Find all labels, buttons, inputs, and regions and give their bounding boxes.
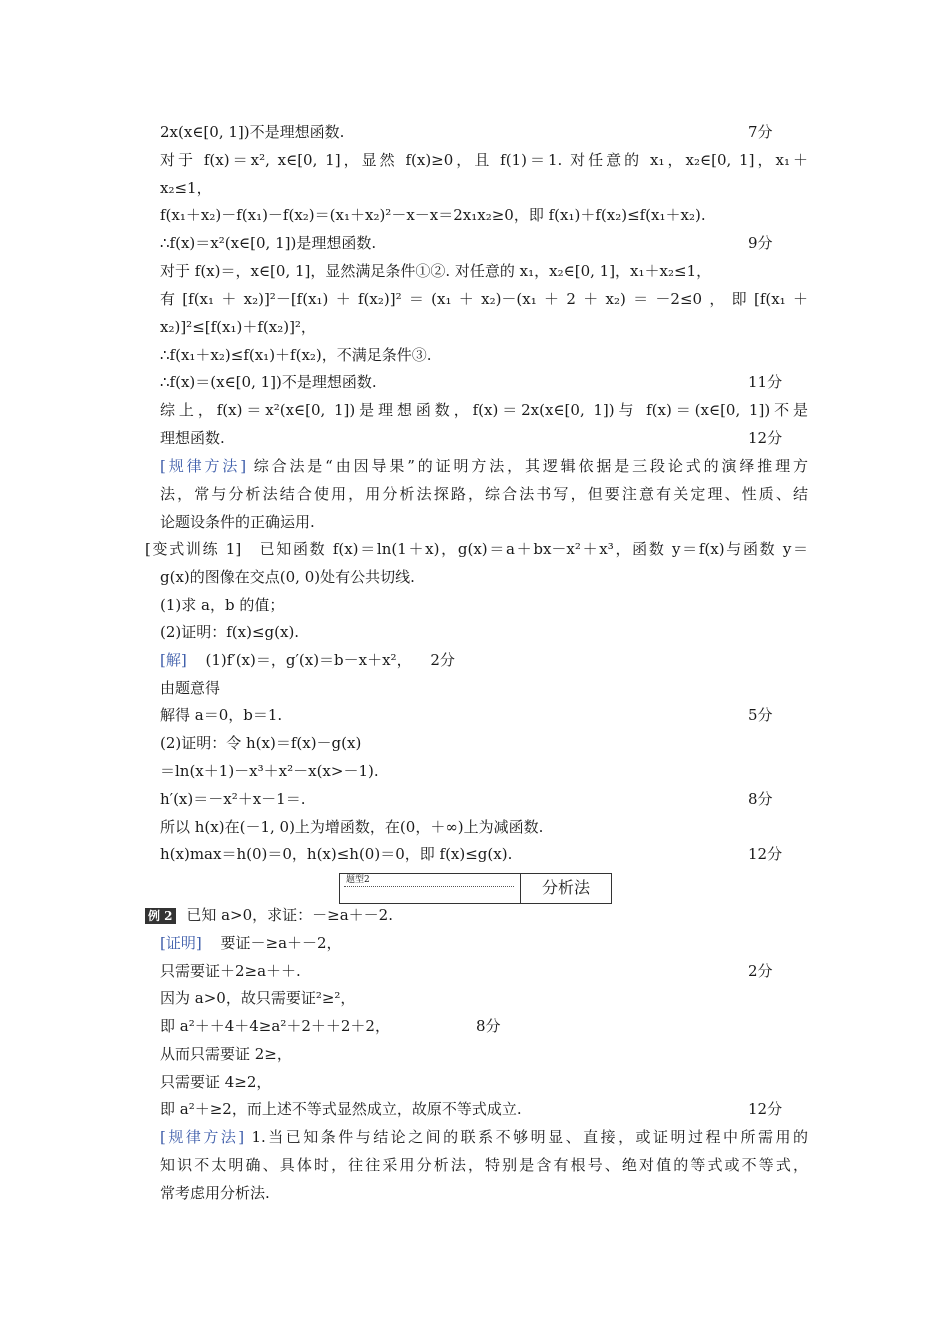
solution-line-7: 所以 h(x)在(－1, 0)上为增函数，在(0，＋∞)上为减函数. xyxy=(160,818,544,836)
section-heading-box xyxy=(339,873,612,904)
solution-line-5: ＝ln(x＋1)－x³＋x²－x(x>－1). xyxy=(160,762,379,780)
solution-line-6: h′(x)＝－x²＋x－1＝. xyxy=(160,790,306,808)
score-12b: 12分 xyxy=(748,845,783,863)
section-label: 题型2 xyxy=(346,875,370,885)
proof-line-9: ∴f(x₁＋x₂)≤f(x₁)＋f(x₂)，不满足条件③. xyxy=(160,346,432,364)
score-12a: 12分 xyxy=(748,429,783,447)
proof-tag: [证明] xyxy=(160,934,202,952)
proof-line-7: 有[f(x₁＋x₂)]²－[f(x₁)＋f(x₂)]²＝(x₁＋x₂)－(x₁＋2＋x₂)＝－2≤0，即[f(x₁＋ xyxy=(160,290,808,308)
score-8a: 8分 xyxy=(748,790,773,808)
proof-step-1 xyxy=(160,932,342,954)
solution-line-8: h(x)max＝h(0)＝0，h(x)≤h(0)＝0，即 f(x)≤g(x). xyxy=(160,845,513,863)
example-2-statement: 已知 a>0，求证：－≥a＋－2. xyxy=(186,906,393,924)
solution-derivative: (1)f′(x)＝，g′(x)＝b－x＋x²， xyxy=(205,651,412,669)
method-1-text-1: 综合法是“由因导果”的证明方法，其逻辑依据是三段论式的演绎推理方 xyxy=(253,457,808,475)
method-2-text-3: 常考虑用分析法. xyxy=(160,1184,270,1202)
proof-line-6: 对于 f(x)＝，x∈[0, 1]，显然满足条件①②. 对任意的 x₁，x₂∈[0, 1]，x₁＋x₂≤1， xyxy=(160,262,712,280)
method-2-text-2: 知识不太明确、具体时，往往采用分析法，特别是含有根号、绝对值的等式或不等式， xyxy=(160,1156,808,1174)
proof-line-8: x₂)]²≤[f(x₁)＋f(x₂)]²， xyxy=(160,318,316,336)
proof-step-4: 即 a²＋＋4＋4≥a²＋2＋＋2＋2， xyxy=(160,1017,390,1035)
method-1-text-3: 论题设条件的正确运用. xyxy=(160,513,315,531)
score-2a: 2分 xyxy=(430,651,455,669)
method-summary-2 xyxy=(160,1126,808,1148)
proof-line-5: ∴f(x)＝x²(x∈[0, 1])是理想函数. xyxy=(160,234,377,252)
score-11: 11分 xyxy=(748,373,783,391)
solution-line-3: 解得 a＝0，b＝1. xyxy=(160,706,283,724)
score-12c: 12分 xyxy=(748,1100,783,1118)
example-2-problem xyxy=(145,904,393,926)
score-5: 5分 xyxy=(748,706,773,724)
proof-step-3: 因为 a>0，故只需要证²≥²， xyxy=(160,989,356,1007)
proof-step-5: 从而只需要证 2≥， xyxy=(160,1045,292,1063)
variant-question-2: (2)证明：f(x)≤g(x). xyxy=(160,623,300,641)
score-2b: 2分 xyxy=(748,962,773,980)
variant-exercise-line-2: g(x)的图像在交点(0, 0)处有公共切线. xyxy=(160,568,415,586)
section-dotted-rule xyxy=(344,886,514,887)
proof-line-12: 理想函数. xyxy=(160,429,225,447)
section-title: 分析法 xyxy=(541,878,590,897)
proof-line-1: 2x(x∈[0, 1])不是理想函数. xyxy=(160,123,345,141)
proof-step-7: 即 a²＋≥2，而上述不等式显然成立，故原不等式成立. xyxy=(160,1100,522,1118)
method-2-text-1: 1.当已知条件与结论之间的联系不够明显、直接，或证明过程中所需用的 xyxy=(251,1128,808,1146)
score-7: 7分 xyxy=(748,123,773,141)
solution-tag: [解] xyxy=(160,651,187,669)
solution-line-2: 由题意得 xyxy=(160,679,221,697)
example-badge: 例 2 xyxy=(145,908,176,924)
solution-line-1 xyxy=(160,649,455,671)
method-1-text-2: 法，常与分析法结合使用，用分析法探路，综合法书写，但要注意有关定理、性质、结 xyxy=(160,485,808,503)
proof-step-6: 只需要证 4≥2， xyxy=(160,1073,272,1091)
score-8b: 8分 xyxy=(476,1017,501,1035)
score-9: 9分 xyxy=(748,234,773,252)
method-tag-1: [规律方法] xyxy=(160,457,247,475)
variant-exercise-title: [变式训练 1] 已知函数 f(x)＝ln(1＋x)，g(x)＝a＋bx－x²＋x³，函数 y＝f(x)与函数 y＝ xyxy=(145,540,808,558)
proof-line-10: ∴f(x)＝(x∈[0, 1])不是理想函数. xyxy=(160,373,377,391)
method-summary-1 xyxy=(160,455,808,477)
proof-line-11: 综上，f(x)＝x²(x∈[0, 1])是理想函数，f(x)＝2x(x∈[0, 1])与 f(x)＝(x∈[0, 1])不是 xyxy=(160,401,808,419)
variant-question-1: (1)求 a，b 的值； xyxy=(160,596,285,614)
method-tag-2: [规律方法] xyxy=(160,1128,245,1146)
solution-line-4: (2)证明：令 h(x)＝f(x)－g(x) xyxy=(160,734,362,752)
proof-line-4: f(x₁＋x₂)－f(x₁)－f(x₂)＝(x₁＋x₂)²－x－x＝2x₁x₂≥0，即 f(x₁)＋f(x₂)≤f(x₁＋x₂). xyxy=(160,206,706,224)
proof-step-1-text: 要证－≥a＋－2， xyxy=(220,934,342,952)
proof-line-2: 对于 f(x)＝x², x∈[0, 1]，显然 f(x)≥0，且 f(1)＝1. 对任意的 x₁，x₂∈[0, 1]，x₁＋ xyxy=(160,151,808,169)
proof-step-2: 只需要证＋2≥a＋＋. xyxy=(160,962,301,980)
proof-line-3: x₂≤1， xyxy=(160,179,212,197)
